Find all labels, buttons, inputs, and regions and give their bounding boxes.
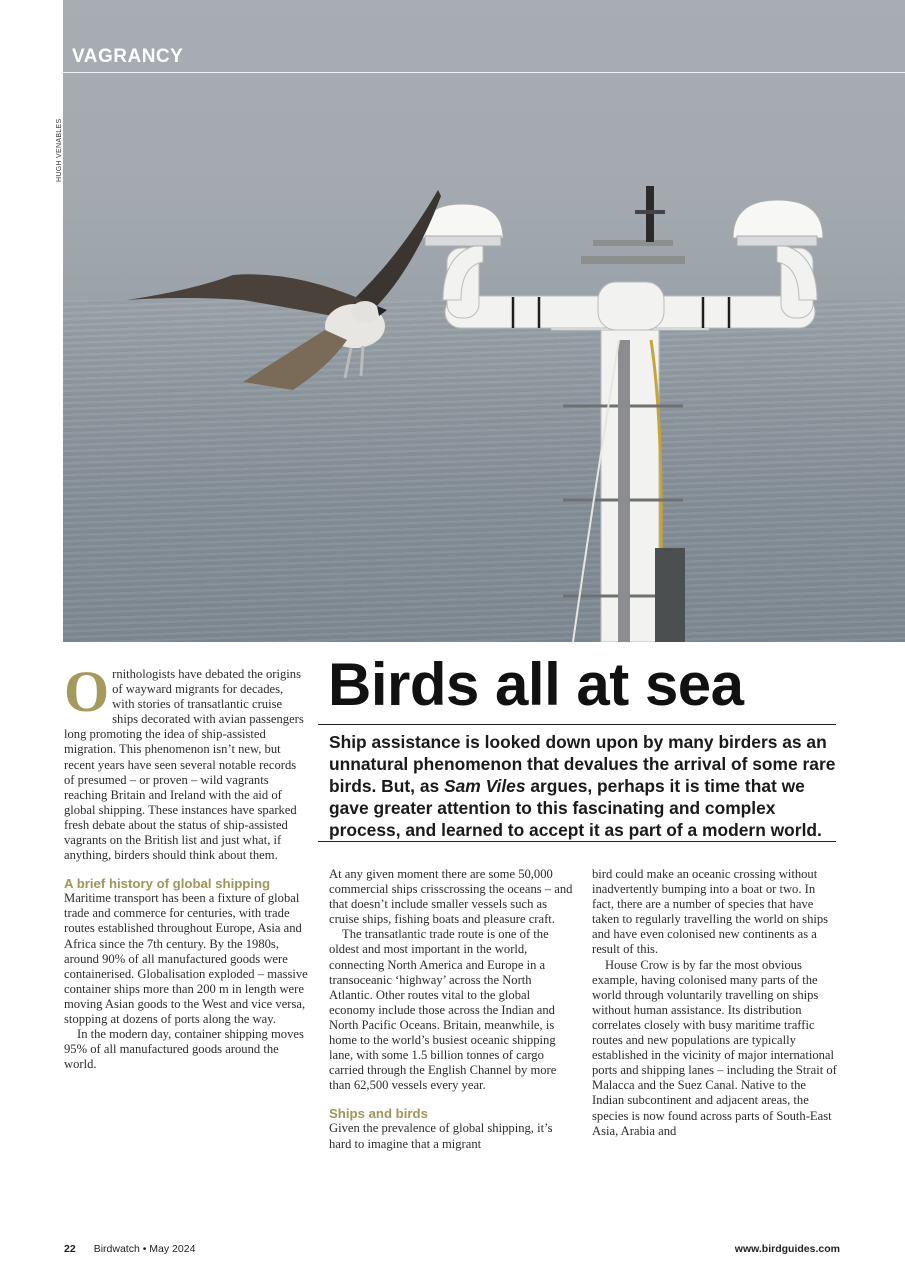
- body-paragraph: bird could make an oceanic crossing without inadvertently bumping into a boat or two. In fact, there are a number of species that have taken to regularly travelling the world on ships and have even colonised new continents as a result of this.: [592, 867, 829, 957]
- body-column-2: [329, 867, 577, 1152]
- subhead-history: A brief history of global shipping: [64, 876, 271, 892]
- photo-illustration: [63, 0, 905, 642]
- osprey-bird: [127, 190, 441, 390]
- hero-photo: [63, 0, 905, 642]
- body-paragraph: House Crow is by far the most obvious example, having colonised many parts of the world through voluntarily travelling on ships without human assistance. Its distribution correlates closely with busy maritime traffic routes and new populations are typically established in the vicinity of major international ports and shipping lanes – including the Strait of Malacca and the Suez Canal. Native to the Indian subcontinent and adjacent areas, the species is now found across parts of South-East Asia, Arabia and: [592, 957, 837, 1138]
- intro-paragraph: Ornithologists have debated the origins of wayward migrants for decades, with stories of transatlantic cruise ships decorated with avian passengers long promoting the idea of ship-assisted migration. This phenomenon isn’t new, but recent years have seen several notable records of presumed – or proven – wild vagrants reaching Britain and Ireland with the aid of global shipping. These instances have sparked fresh debate about the status of ship-assisted vagrants on the British list and just what, if anything, birders should think about them.: [64, 659, 304, 863]
- footer-left: [64, 1243, 195, 1255]
- body-paragraph: At any given moment there are some 50,000 commercial ships crisscrossing the oceans – and that doesn’t include smaller vessels such as cruise ships, fishing boats and pleasure craft.: [329, 867, 573, 927]
- antenna-domes: [420, 200, 823, 246]
- section-rule: [63, 72, 905, 73]
- standfirst-rule-bottom: [318, 841, 836, 842]
- drop-cap: O: [64, 659, 110, 724]
- standfirst: Ship assistance is looked down upon by many birders as an unnatural phenomenon that devalues the arrival of some rare birds. But, as Sam Viles argues, perhaps it is time that we gave greater attention to this fascinating and complex process, and learned to accept it as part of a modern world.: [329, 732, 836, 840]
- headline: Birds all at sea: [328, 651, 744, 718]
- body-column-3: [592, 867, 837, 1139]
- section-tag: VAGRANCY: [72, 46, 184, 67]
- body-paragraph: Maritime transport has been a fixture of global trade and commerce for centuries, with trade routes established throughout Europe, Asia and Africa since the 7th century. By the 1980s, around 90% of all manufactured goods were containerised. Globalisation exploded – massive container ships more than 200 m in length were moving Asian goods to the West and vice versa, stopping at dozens of ports along the way.: [64, 891, 308, 1026]
- body-paragraph: The transatlantic trade route is one of the oldest and most important in the world, connecting North America and Europe in a transoceanic ‘highway’ across the North Atlantic. Other routes vital to the global economy include those across the Indian and North Pacific Oceans. Britain, meanwhile, is home to the world’s busiest oceanic shipping lane, with some 1.5 billion tonnes of cargo carried through the English Channel by more than 62,500 vessels every year.: [329, 927, 557, 1093]
- body-column-1: [64, 659, 308, 1072]
- author-name: Sam Viles: [444, 776, 526, 796]
- subhead-ships: Ships and birds: [329, 1106, 428, 1122]
- publication-info: Birdwatch • May 2024: [93, 1243, 196, 1255]
- page-number: 22: [64, 1243, 76, 1255]
- body-paragraph: In the modern day, container shipping moves 95% of all manufactured goods around the world.: [64, 1027, 304, 1072]
- photo-credit: HUGH VENABLES: [56, 118, 63, 182]
- footer-website[interactable]: www.birdguides.com: [734, 1243, 840, 1255]
- mast-platform: [581, 186, 685, 264]
- headline-rule-top: [318, 724, 836, 725]
- body-paragraph: Given the prevalence of global shipping, it’s hard to imagine that a migrant: [329, 1121, 553, 1151]
